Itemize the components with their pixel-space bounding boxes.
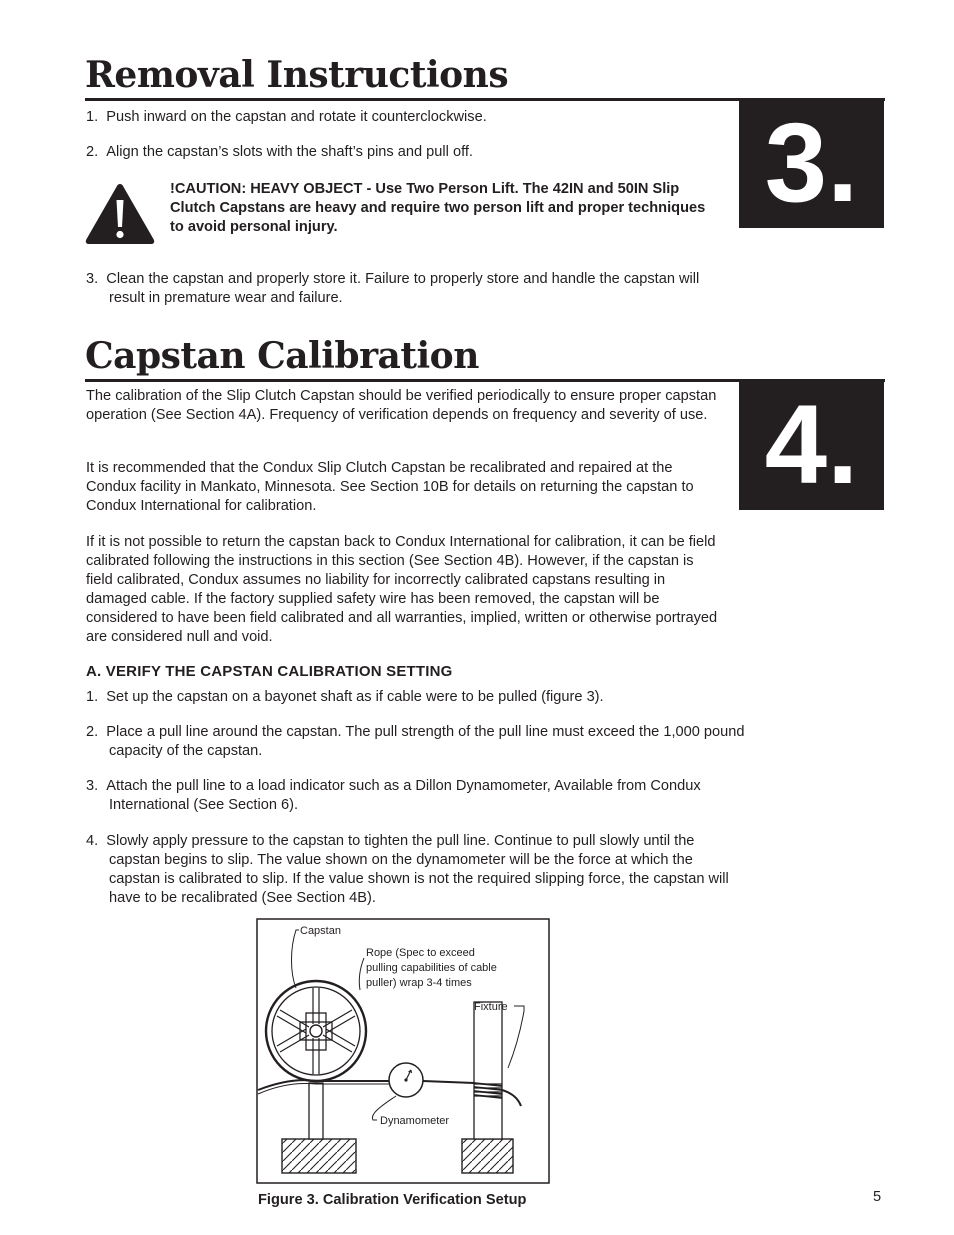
capstan-shaft [309, 1083, 323, 1139]
caution-text: !CAUTION: HEAVY OBJECT - Use Two Person Lift. The 42IN and 50IN Slip Clutch Capstans are heavy and require two person lift and proper techniques to avoid personal injury. [170, 181, 706, 235]
removal-heading: Removal Instructions [85, 54, 509, 96]
subsection-title: A. VERIFY THE CAPSTAN CALIBRATION SETTING [86, 663, 453, 680]
label-fixture: Fixture [474, 1001, 508, 1013]
calibration-paragraph-2: It is recommended that the Condux Slip Clutch Capstan be recalibrated and repaired at the Condux facility in Mankato, Minnesota. See Section 10B for details on returning the capstan to Condux International for calibration. [86, 460, 694, 514]
removal-step-3: 3. Clean the capstan and properly store it. Failure to properly store and handle the capstan will result in premature wear and failure. [86, 271, 700, 306]
section-3-number: 3. [764, 100, 859, 225]
label-capstan: Capstan [300, 925, 341, 937]
figure-caption: Figure 3. Calibration Verification Setup [258, 1192, 527, 1208]
calibration-step-3: 3. Attach the pull line to a load indicator such as a Dillon Dynamometer, Available from Condux International (See Section 6). [86, 778, 701, 813]
removal-step-1: 1. Push inward on the capstan and rotate it counterclockwise. [86, 109, 487, 125]
calibration-step-2: 2. Place a pull line around the capstan. The pull strength of the pull line must exceed the 1,000 pound capacity of the capstan. [86, 724, 745, 759]
page-number: 5 [873, 1189, 882, 1205]
calibration-figure [256, 918, 550, 1184]
label-rope-1: Rope (Spec to exceed [366, 947, 475, 959]
section-4-number: 4. [764, 382, 859, 507]
label-rope-2: pulling capabilities of cable [366, 962, 497, 974]
capstan-wheel [266, 981, 366, 1081]
label-dynamometer: Dynamometer [380, 1115, 450, 1127]
calibration-heading: Capstan Calibration [85, 335, 479, 377]
calibration-paragraph-3: If it is not possible to return the capstan back to Condux International for calibration, it can be field calibrated following the instructions in this section (See Section 4B). However, if the capstan is field calibrated, Condux assumes no liability for incorrectly calibrated capstans resulting in damaged cable. If the factory supplied safety wire has been removed, the capstan will be considered to have been field calibrated and all warranties, implied, written or otherwise portrayed are considered null and void. [86, 534, 718, 645]
section-3-box [739, 98, 884, 228]
calibration-step-1: 1. Set up the capstan on a bayonet shaft as if cable were to be pulled (figure 3). [86, 689, 604, 705]
calibration-paragraph-1: The calibration of the Slip Clutch Capstan should be verified periodically to ensure proper capstan operation (See Section 4A). Frequency of verification depends on frequency and severity of use. [86, 388, 717, 423]
left-base-block [282, 1139, 356, 1173]
section-4-box [739, 380, 884, 510]
fixture-post [474, 1002, 502, 1139]
removal-step-2: 2. Align the capstan’s slots with the shaft’s pins and pull off. [86, 144, 473, 160]
label-rope-3: puller) wrap 3-4 times [366, 977, 472, 989]
dynamometer-gauge [389, 1063, 423, 1097]
right-base-block [462, 1139, 513, 1173]
calibration-step-4: 4. Slowly apply pressure to the capstan to tighten the pull line. Continue to pull slowly until the capstan begins to slip. The value shown on the dynamometer will be the force at which the capstan is calibrated to slip. If the value shown is not the required slipping force, the capstan will have to be recalibrated (See Section 4B). [86, 833, 729, 906]
warning-icon [84, 182, 156, 246]
